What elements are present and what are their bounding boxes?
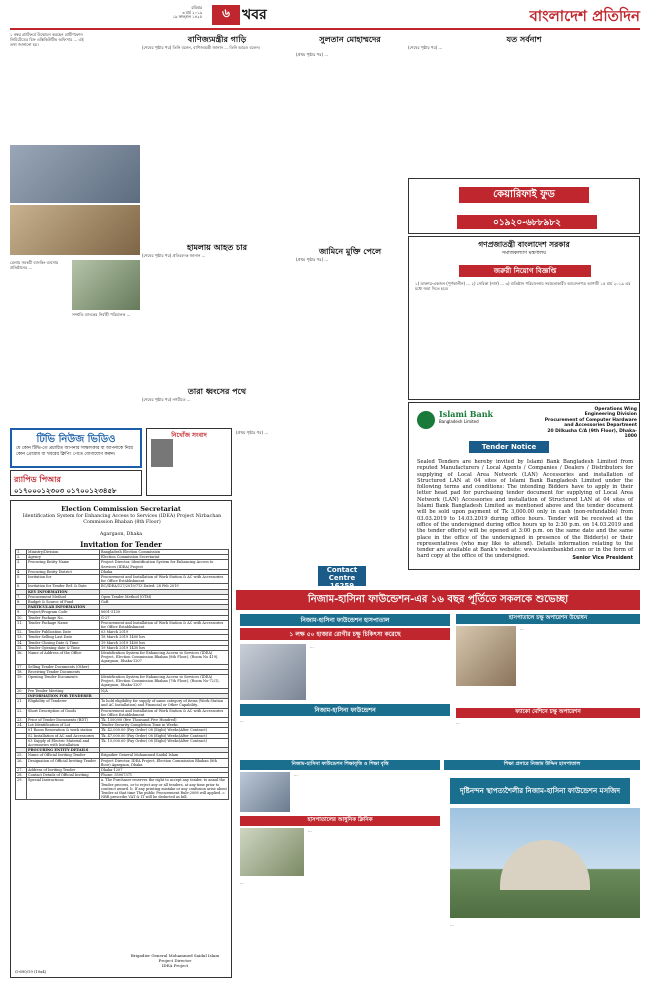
- tender-table-cell: Project Director, IDEA Project, Election Commission Bhaban (8th floor) Agargaon, Dhaka: [100, 758, 229, 767]
- bank-name: Islami Bank: [439, 409, 494, 419]
- tender-table-cell: Dhaka-1207: [100, 767, 229, 772]
- election-tender-notice: [10, 500, 232, 978]
- foundation-subhead: নিজাম-হাসিনা ফাউন্ডেশন হাসপাতাল: [240, 614, 450, 626]
- tender-table-cell: Tender Publication Date: [27, 630, 100, 635]
- tender-table-cell: Pre Tender Meeting: [27, 688, 100, 693]
- tender-table-cell: Special Instructions: [27, 778, 100, 800]
- tender-table-cell: 19 March 2019 1400 hrs: [100, 640, 229, 645]
- tender-table-cell: Opening Tender Documents: [27, 675, 100, 689]
- foundation-text: ...: [240, 718, 244, 723]
- tender-table-cell: 02 Installation of AC and Accessories: [27, 733, 100, 738]
- tender-table-cell: 12.: [16, 630, 27, 635]
- tender-table-cell: Project Director, Identification System for Enhancing Access to Services (IDEA) Project: [100, 560, 229, 569]
- missing-notice-title: নিখোঁজ সংবাদ: [171, 432, 207, 439]
- tv-ad-body: যে কোন টিভি-তে প্রচারিত আপনার সাক্ষাৎকার বা আপনাকে নিয়ে কোন প্রোগ্রাম বা খবরের ক্লিপিং পেতে যোগাযোগ করুন।: [16, 446, 134, 457]
- tender-table-cell: Ministry/Division: [27, 550, 100, 555]
- tender-table-row: [16, 728, 229, 733]
- left-article-1: ১ নম্বর প্ল্যাটফর্মে উন্মোচন করছেন গ্রামীণফোন লিমিটেডের চিফ এক্সিকিউটিভ অফিসার ... এই তথ্য জানানো হয়।: [10, 32, 84, 47]
- date-line: ৩ মার্চ ২০১৯: [181, 9, 202, 15]
- tender-table-cell: Selling Tender Documents (Other): [27, 664, 100, 669]
- tender-table-cell: 19 March 2019 1430 hrs: [100, 645, 229, 650]
- tender-table-cell: 25.: [16, 753, 27, 758]
- tender-table-cell: Procurement and Installation of Work Station & AC with Accessories for Office Establishment: [100, 575, 229, 584]
- tender-table-cell: 15.: [16, 645, 27, 650]
- tender-table-cell: 03 Supply of Electric Material and Accessories with Installation: [27, 738, 100, 747]
- bank-tender-notice: [408, 402, 640, 570]
- tender-table-cell: Procurement Method: [27, 594, 100, 599]
- tender-table-cell: Identification System for Enhancing Access to Services (IDEA) Project, Election Commission Bhaban (8th Floor), (Room No 419), Agargaon, Dhaka-1207: [100, 651, 229, 665]
- tender-table-cell: 26.: [16, 758, 27, 767]
- tender-table-cell: Brigadier General Mohammed Saidul Islam: [100, 753, 229, 758]
- tender-table-cell: Tender Package No.: [27, 615, 100, 620]
- tender-table-cell: 18 March 2019 1400 hrs: [100, 635, 229, 640]
- event-photo: [72, 260, 140, 310]
- foundation-subhead: শিক্ষা প্রসারে নিজাম উদ্দিন হাসপাতাল: [444, 760, 640, 770]
- tender-table-cell: 1.: [16, 550, 27, 555]
- tender-table-cell: Procurement and Installation of Work Station & AC with Accessories for Office Establishment: [100, 620, 229, 629]
- foundation-text: ...: [294, 772, 298, 777]
- tender-table-cell: Tender Security Completion Time in Weeks: [100, 723, 229, 728]
- foundation-subhead: নিজাম-হাসিনা ফাউন্ডেশন: [240, 704, 450, 716]
- foundation-text: ...: [310, 644, 314, 649]
- govt-notice-banner: জরুরী নিয়োগ বিজ্ঞপ্তি: [459, 265, 591, 277]
- tender-table-row: [16, 699, 229, 708]
- tender-table-cell: 9.: [16, 610, 27, 615]
- rapid-pr-phone: ০১৭০০০১২৩০৩ ০১৭০০১২৩৪৫৮: [14, 487, 117, 495]
- tender-table-cell: 29.: [16, 778, 27, 800]
- tender-table-cell: Contact Details of Official Inviting: [27, 773, 100, 778]
- tender-table-cell: 13.: [16, 635, 27, 640]
- tender-table-cell: 0601-5130: [100, 610, 229, 615]
- tender-table-cell: Project/Program Code: [27, 610, 100, 615]
- food-ad: [408, 178, 640, 234]
- tender-table-cell: 4.: [16, 569, 27, 574]
- tender-table-cell: 8.: [16, 600, 27, 605]
- tender-table-cell: Tk. 15,000.00 (Pay Order) 08 (Eight) Weeks(After Contract): [100, 738, 229, 747]
- tender-table-cell: 19.: [16, 675, 27, 689]
- bank-subtitle: Bangladesh Limited: [439, 419, 479, 424]
- tender-table-cell: Tender Selling Last Date: [27, 635, 100, 640]
- foundation-subhead: ফ্যাকো মেশিনে চক্ষু অপারেশন: [456, 708, 640, 718]
- foundation-text: ...: [308, 828, 312, 833]
- tender-table-row: [16, 560, 229, 569]
- tender-notice-badge: Tender Notice: [469, 441, 549, 453]
- foundation-text: ...: [240, 880, 244, 885]
- tender-table-cell: Short Description of Goods: [27, 708, 100, 717]
- tender-table-row: [16, 675, 229, 689]
- tender-table-cell: Election Commission Secretariat: [100, 555, 229, 560]
- tender-table-cell: KEY INFORMATION: [27, 589, 100, 594]
- tender-table-cell: Receiving Tender Documents: [27, 669, 100, 674]
- tender-table-row: [16, 708, 229, 717]
- tender-table-cell: Designation of Official Inviting Tender: [27, 758, 100, 767]
- tender-table-cell: Tk. 42,000.00 (Pay Order) 08 (Eight) Weeks(After Contract): [100, 728, 229, 733]
- left-article-3: সম্প্রতি ব্যাংকের নির্বাহী পরিচালক ...: [72, 312, 131, 317]
- clinic-photo: [240, 828, 304, 876]
- missing-person-photo: [151, 439, 173, 467]
- tender-table-cell: 18.: [16, 669, 27, 674]
- tender-table-cell: 11.: [16, 620, 27, 629]
- mosque-ribbon: দৃষ্টিনন্দন স্থাপত্যশৈলীর নিজাম-হাসিনা ফাউন্ডেশন মসজিদ: [450, 778, 630, 804]
- article-body: (প্রথম পৃষ্ঠার পর) ...: [296, 52, 329, 57]
- article-headline: হামলায় আহত চার: [186, 243, 248, 252]
- missing-notice: [146, 428, 232, 496]
- tender-table-cell: 2.: [16, 555, 27, 560]
- tender-table-cell: 03 March 2019: [100, 630, 229, 635]
- tender-table-cell: Tender Opening date & Time: [27, 645, 100, 650]
- tender-table-cell: [16, 738, 27, 747]
- tender-table-cell: Procuring Entity District: [27, 569, 100, 574]
- hospital-photo: [240, 644, 306, 700]
- foundation-subhead: হাসপাতালের আধুনিক ক্লিনিক: [240, 816, 440, 826]
- tender-table-cell: Lot Identification of Lot: [27, 723, 100, 728]
- govt-recruitment-notice: [408, 236, 640, 400]
- tender-table-cell: a. The Purchaser reserves the right to accept any tender, to annul the Tender process, or to reject any or all tenders, at any time prior to contract award. b. If any printing mistake or any confusion arise about Tender at that time The public Procurement Rule-2008 will applied. c. NBR prescribe VAT & IT will be deducted as bill.: [101, 778, 227, 800]
- tender-table-cell: Phone: 55007371: [100, 773, 229, 778]
- tender-table-cell: Tender Package Name: [27, 620, 100, 629]
- tender-table-cell: Tender Closing Date & Time: [27, 640, 100, 645]
- page-number-badge: ৬: [212, 5, 240, 25]
- article-headline: জামিনে মুক্তি পেলে: [318, 247, 382, 256]
- bank-department: Operations Wing Engineering Division Procurement of Computer Hardware and Accessories Department 20 Dilkusha C/A (9th Floor), Dhaka-1000: [544, 407, 637, 440]
- tender-table-cell: 24.: [16, 723, 27, 728]
- article-body: (প্রথম পৃষ্ঠার পর) ...: [296, 257, 329, 262]
- bank-signatory: Senior Vice President: [572, 555, 633, 561]
- tender-table-cell: 3.: [16, 560, 27, 569]
- tender-table-cell: 14.: [16, 640, 27, 645]
- left-article-2: মেলায় সমন্বয়ী ব্যাংকিং ব্যবসায় প্রতিষ্ঠানের ...: [10, 260, 59, 270]
- article-body: (শেষের পৃষ্ঠার পর) ...: [408, 45, 443, 50]
- tender-table-cell: Agency: [27, 555, 100, 560]
- tender-table-cell: 01 Room Renovation & work station: [27, 728, 100, 733]
- tender-org: Election Commission Secretariat: [61, 505, 181, 513]
- tender-table-cell: 6.: [16, 584, 27, 589]
- date-line: রবিবার: [191, 5, 202, 10]
- tender-table-cell: Procuring Entity Name: [27, 560, 100, 569]
- tender-table-cell: 16.: [16, 651, 27, 665]
- tender-table-row: [16, 651, 229, 665]
- article-headline: তারা ধ্বংসের পথে: [187, 387, 247, 396]
- foundation-subhead: হাসপাতালে চক্ষু অপারেশন উদ্বোধন: [456, 614, 640, 624]
- tv-ad-title: টিভি নিউজ ভিডিও: [36, 434, 116, 445]
- article-headline: বাণিজ্যমন্ত্রীর গাড়ি: [187, 35, 247, 44]
- foundation-banner: নিজাম-হাসিনা ফাউন্ডেশন-এর ১৬ বছর পূর্তিতে সকলকে শুভেচ্ছা: [236, 590, 640, 610]
- tender-table-cell: G-27: [100, 615, 229, 620]
- rapid-pr-name: র‍্যাপিড পিআর: [14, 475, 61, 484]
- tender-table-cell: Dhaka: [100, 569, 229, 574]
- masthead-logo: বাংলাদেশ প্রতিদিন: [529, 7, 640, 25]
- event-photo: [10, 205, 140, 255]
- date-line: ১৯ ফাল্গুন ১৪২৫: [172, 14, 202, 20]
- tender-table-cell: 21.: [16, 699, 27, 708]
- tender-table-cell: Tk. 47,000.00 (Pay Order) 08 (Eight) Weeks(After Contract): [100, 733, 229, 738]
- tender-table-cell: N/A: [100, 688, 229, 693]
- tender-table-cell: Bangladesh Election Commission: [100, 550, 229, 555]
- section-title: খবর: [242, 7, 267, 23]
- tender-table-row: [16, 733, 229, 738]
- tender-table-cell: EC/IDEA/127/2019/713 Dated: 28 Feb 2019: [100, 584, 229, 589]
- tender-table-cell: 23.: [16, 717, 27, 722]
- tender-table-row: [16, 778, 229, 800]
- article-headline: সুলতান মোহাম্মদের: [319, 35, 381, 44]
- tender-table-cell: Identification System for Enhancing Access to Services (IDEA) Project, Election Commission Bhaban (7th Floor), (Room No-72/1), Agargaon, Dhaka-1207: [100, 675, 229, 689]
- tender-table-row: [16, 575, 229, 584]
- rapid-pr-ad: [10, 470, 142, 496]
- food-ad-title: কেয়ারিফাই ফুড: [459, 187, 589, 203]
- header-rule: [10, 28, 640, 30]
- foundation-text: ...: [520, 626, 524, 631]
- food-ad-phone: ০১৯২০-৬৮৮৯৮২: [457, 215, 597, 229]
- foundation-subhead: ১ লক্ষ ৫০ হাজার রোগীর চক্ষু চিকিৎসা করেছে: [240, 628, 450, 640]
- tender-table-cell: 5.: [16, 575, 27, 584]
- tv-news-ad: [10, 428, 142, 468]
- tender-table-cell: PARTICULAR INFORMATION: [27, 605, 100, 610]
- tender-table-cell: INFORMATION FOR TENDERER: [27, 693, 100, 698]
- tender-table-cell: Address of Inviting Tender: [27, 767, 100, 772]
- article-headline: যত সর্বনাশ: [506, 35, 542, 44]
- govt-notice-title: গণপ্রজাতন্ত্রী বাংলাদেশ সরকার: [478, 240, 570, 249]
- govt-notice-body: ১) ডাক্তার-একজন (পূর্ণকালীন) ... ২) সেবিকা (নার্স) ... ৩) প্রতিষ্ঠান পরিচালনায় সহায়তাকারী। আবেদনপত্র আগামী ১৫ মার্চ ২০১৯ এর মধ্যে জমা দিতে হবে।: [415, 281, 631, 291]
- contact-centre-badge: Contact Centre 16259: [318, 566, 366, 586]
- tender-address: Agargaon, Dhaka: [99, 532, 143, 537]
- tender-table-cell: Open Tender Method (OTM): [100, 594, 229, 599]
- tender-title: Invitation for Tender: [80, 540, 162, 549]
- bank-logo-icon: [417, 411, 435, 429]
- tender-table-row: [16, 738, 229, 747]
- tender-table-cell: Price of Tender Documents (BDT): [27, 717, 100, 722]
- tender-table-cell: 7.: [16, 594, 27, 599]
- tender-table-row: [16, 758, 229, 767]
- tender-table-cell: PROCURING ENTITY DETAILS: [27, 748, 100, 753]
- header-date: [92, 6, 202, 26]
- tender-table-cell: 22.: [16, 708, 27, 717]
- govt-notice-subtitle: সমাজকল্যাণ মন্ত্রণালয়: [501, 250, 547, 256]
- tender-table-cell: To hold eligibility for supply of same category of items (Work Station and AC Installation) and Financial or Other Capability.: [100, 699, 229, 708]
- tender-table-row: [16, 620, 229, 629]
- article-body: (প্রথম পৃষ্ঠার পর) ...: [236, 430, 269, 435]
- event-photo: [10, 145, 140, 203]
- tender-table-cell: Eligibility of Tenderer: [27, 699, 100, 708]
- foundation-subhead: নিজাম-হাসিনা ফাউন্ডেশন শিক্ষাবৃত্তি ও শিক্ষা বৃত্তি: [240, 760, 440, 770]
- tender-table-cell: 17.: [16, 664, 27, 669]
- tender-table-cell: 20.: [16, 688, 27, 693]
- foundation-text: ...: [450, 922, 454, 927]
- tender-table-cell: Invitation for: [27, 575, 100, 584]
- tender-table: [15, 549, 229, 800]
- tender-table-cell: 27.: [16, 767, 27, 772]
- article-body: (শেষের পৃষ্ঠার পর) নগরীতে ...: [142, 397, 191, 402]
- tender-table-cell: Tk. 1500/00 (five Thousand Five Hundred): [100, 717, 229, 722]
- tender-table-cell: Name of Official Inviting Tender: [27, 753, 100, 758]
- tender-subtitle: Identification System for Enhancing Access to Services (IDEA) Project Nirbachan Commission Bhaban (8th Floor): [22, 514, 222, 525]
- scholarship-photo: [240, 772, 290, 812]
- foundation-text: ...: [456, 720, 460, 725]
- tender-ref: G-690/19 (10x4): [15, 969, 47, 974]
- ceremony-photo: [456, 626, 516, 686]
- tender-table-cell: 10.: [16, 615, 27, 620]
- tender-table-cell: 28.: [16, 773, 27, 778]
- article-body: (শেষের পৃষ্ঠার পর) তিনি বলেন, বাণিজ্যমন্ত্রী জানান ... তিনি আরও বলেন।: [142, 45, 261, 50]
- bank-tender-body: Sealed Tenders are hereby invited by Islami Bank Bangladesh Limited from reputed Manufacturers / Local Agents / Companies / Dealers / Distributors for supplying of Local Area Network (LAN) Accessories and installation of Structured LAN at 04 sites of Islami Bank Bangladesh Limited under the following terms and conditions: The intending Bidders have to apply in their letter head pad for purchasing tender document for supplying of Local Area Network (LAN) Accessories and installation of Structured LAN at 04 sites of Islami Bank Bangladesh Limited as mentioned above and the tender document will be sold upon payment of Tk 3,000.00 only in cash (non-refundable) from 03.03.2019 to 14.03.2019 during office hours. Tender will be received at the office of the undersigned during office hours up to 2:30 p.m. on 14.03.2019 and the tender offer(s) will be opened at 3:00 p.m. on the same date and the same place in the office of the undersigned in presence of the Bidder(s) or their representatives (who may like to attend). Details information relating to the tender are available at Bank's website: www.islamibankbd.com or in the form of hard copy at the office of the undersigned.: [417, 459, 633, 560]
- tender-signatory: Brigadier General Mohammed Saidul Islam Project Director IDEA Project: [130, 953, 220, 968]
- tender-table-cell: Name of Address of the Office: [27, 651, 100, 665]
- tender-table-cell: Budget & Source of Fund: [27, 600, 100, 605]
- tender-table-cell: Procurement and Installation of Work Station & AC with Accessories for Office Establishment: [100, 708, 229, 717]
- tender-table-cell: Invitation for Tender Ref. & Date: [27, 584, 100, 589]
- tender-table-cell: GoB: [100, 600, 229, 605]
- article-body: (শেষের পৃষ্ঠার পর) প্রতিবেদক জানান ...: [142, 253, 206, 258]
